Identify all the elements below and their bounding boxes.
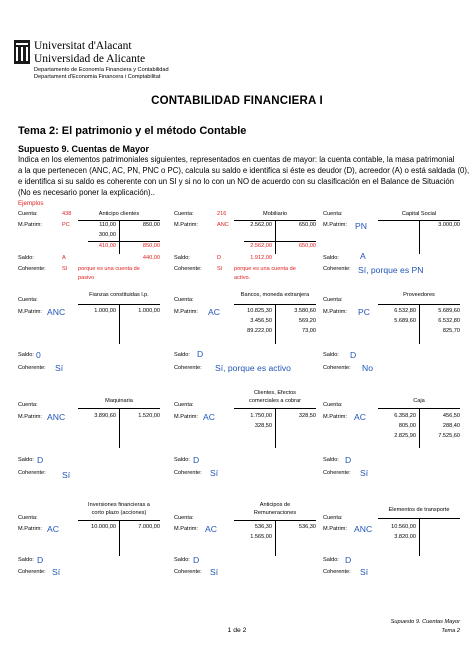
- saldo-label: Saldo:: [323, 352, 339, 358]
- coherente-note: porque es una cuenta de: [234, 266, 296, 272]
- mpatrim-value: ANC: [217, 222, 229, 228]
- credit-entry: 3.000,00: [438, 222, 460, 228]
- account-title: Proveedores: [403, 292, 435, 298]
- account-title: Mobiliario: [263, 211, 287, 217]
- mpatrim-label: M.Patrim:: [174, 309, 198, 315]
- coherente-label: Coherente:: [18, 569, 46, 575]
- coherente-note: porque es una cuenta de: [78, 266, 140, 272]
- account-title: comerciales a cobrar: [249, 398, 301, 404]
- coherente-note: activo.: [234, 275, 251, 281]
- coherente-value: Sí: [210, 468, 219, 478]
- saldo-amount: 1.912,00: [250, 255, 272, 261]
- credit-entry: 569,20: [298, 318, 316, 324]
- debit-entry: 1.000,00: [94, 308, 116, 314]
- credit-entry: 7.000,00: [138, 524, 160, 530]
- credit-entry: 650,00: [298, 222, 316, 228]
- coherente-label: Coherente:: [174, 365, 202, 371]
- credit-entry: 288,40: [442, 423, 460, 429]
- coherente-label: Coherente:: [323, 470, 351, 476]
- t-account-divider: [119, 220, 120, 254]
- university-logo-icon: [14, 40, 30, 64]
- mpatrim-label: M.Patrim:: [323, 309, 347, 315]
- account-title: Bancos, moneda extranjera: [240, 292, 310, 298]
- coherente-value: Sí: [210, 567, 219, 577]
- saldo-label: Saldo:: [18, 255, 34, 261]
- coherente-note: pasivo: [78, 275, 95, 281]
- instructions-line-3: e identifica si su saldo es coherente con un SI y si no lo con un NO de acuerdo con su clasificación en el Balance de Situación: [18, 177, 455, 186]
- mpatrim-value: AC: [205, 524, 217, 534]
- account-title: Anticipo clientes: [98, 211, 140, 217]
- mpatrim-label: M.Patrim:: [174, 222, 198, 228]
- account-title: Maquinaria: [105, 398, 133, 404]
- credit-total: 850,00: [142, 243, 160, 249]
- cuenta-value: 438: [62, 211, 72, 217]
- mpatrim-value: PC: [62, 222, 70, 228]
- coherente-label: Coherente:: [174, 266, 202, 272]
- credit-entry: 73,00: [302, 328, 316, 334]
- credit-entry: 5.689,60: [438, 308, 460, 314]
- account-title: Inversiones financieras a: [88, 502, 150, 508]
- coherente-label: Coherente:: [18, 365, 46, 371]
- document-title: CONTABILIDAD FINANCIERA I: [151, 95, 323, 107]
- page-number: 1 de 2: [227, 627, 247, 634]
- credit-entry: 850,00: [142, 222, 160, 228]
- section-title: Tema 2: El patrimonio y el método Contable: [18, 125, 247, 137]
- cuenta-label: Cuenta:: [18, 515, 38, 521]
- t-account-divider: [419, 220, 420, 254]
- coherente-value: SI: [62, 266, 68, 272]
- footer-topic: Tema 2: [441, 628, 460, 634]
- saldo-label: Saldo:: [18, 352, 34, 358]
- mpatrim-label: M.Patrim:: [323, 526, 347, 532]
- mpatrim-label: M.Patrim:: [18, 222, 42, 228]
- cuenta-label: Cuenta:: [174, 297, 194, 303]
- saldo-label: Saldo:: [174, 255, 190, 261]
- coherente-label: Coherente:: [174, 470, 202, 476]
- university-name-es: Universidad de Alicante: [34, 53, 146, 65]
- saldo-value: D: [197, 349, 204, 359]
- t-account-divider: [119, 304, 120, 344]
- saldo-value: D: [350, 350, 357, 360]
- coherente-value: Sí, porque es PN: [358, 265, 424, 275]
- mpatrim-label: M.Patrim:: [18, 309, 42, 315]
- department-es: Departamento de Economía Financiera y Contabilidad: [34, 67, 169, 73]
- saldo-value: D: [345, 455, 352, 465]
- mpatrim-label: M.Patrim:: [323, 222, 347, 228]
- coherente-value: Sí: [55, 363, 64, 373]
- saldo-value: A: [360, 251, 366, 261]
- t-account-divider: [419, 408, 420, 448]
- mpatrim-label: M.Patrim:: [174, 414, 198, 420]
- saldo-label: Saldo:: [323, 457, 339, 463]
- mpatrim-label: M.Patrim:: [323, 414, 347, 420]
- mpatrim-value: ANC: [47, 412, 66, 422]
- account-title: corto plazo (acciones): [91, 510, 147, 516]
- debit-entry: 805,00: [398, 423, 416, 429]
- coherente-value: Sí: [62, 470, 71, 480]
- coherente-value: Sí, porque es activo: [215, 363, 291, 373]
- department-va: Departament d'Economia Financera i Comptabilitat: [34, 74, 161, 80]
- mpatrim-value: PN: [355, 221, 367, 231]
- cuenta-label: Cuenta:: [323, 515, 343, 521]
- debit-entry: 3.890,60: [94, 413, 116, 419]
- coherente-label: Coherente:: [18, 266, 46, 272]
- credit-total: 650,00: [298, 243, 316, 249]
- cuenta-label: Cuenta:: [18, 402, 38, 408]
- t-account-divider: [119, 408, 120, 448]
- coherente-value: Sí: [360, 468, 369, 478]
- cuenta-label: Cuenta:: [18, 297, 38, 303]
- mpatrim-value: PC: [358, 307, 370, 317]
- coherente-label: Coherente:: [18, 470, 46, 476]
- mpatrim-value: ANC: [47, 307, 66, 317]
- credit-entry: 6.532,80: [438, 318, 460, 324]
- saldo-value: D: [193, 555, 200, 565]
- debit-entry: 6.532,80: [394, 308, 416, 314]
- saldo-value: D: [37, 555, 44, 565]
- debit-entry: 2.562,00: [250, 222, 272, 228]
- account-title: Caja: [413, 398, 425, 404]
- cuenta-label: Cuenta:: [323, 297, 343, 303]
- account-title: Remuneraciones: [253, 510, 297, 516]
- cuenta-label: Cuenta:: [174, 402, 194, 408]
- credit-entry: 1.000,00: [138, 308, 160, 314]
- saldo-label: Saldo:: [174, 352, 190, 358]
- debit-entry: 1.750,00: [250, 413, 272, 419]
- debit-entry: 89.222,00: [247, 328, 272, 334]
- exercise-title: Supuesto 9. Cuentas de Mayor: [18, 144, 150, 154]
- debit-total: 410,00: [98, 243, 116, 249]
- debit-entry: 300,00: [98, 232, 116, 238]
- instructions-line-1: Indica en los elementos patrimoniales siguientes, representados en cuentas de mayor: la cuenta contable, la masa patrimonial: [18, 155, 455, 164]
- t-account-divider: [275, 520, 276, 556]
- account-title: Clientes, Efectos: [254, 390, 296, 396]
- mpatrim-label: M.Patrim:: [174, 526, 198, 532]
- instructions-line-2: a la que pertenecen (ANC, AC, PN, PNC o PC), calcula su saldo e identifica si éste es deudor (D), acreedor (A) o está saldada (0),: [18, 166, 470, 175]
- coherente-label: Coherente:: [174, 569, 202, 575]
- credit-entry: 7.525,60: [438, 433, 460, 439]
- saldo-value: A: [62, 255, 66, 261]
- cuenta-label: Cuenta:: [174, 515, 194, 521]
- cuenta-value: 216: [217, 211, 227, 217]
- cuenta-label: Cuenta:: [323, 211, 343, 217]
- coherente-value: Sí: [360, 567, 369, 577]
- mpatrim-value: AC: [354, 412, 366, 422]
- saldo-label: Saldo:: [174, 557, 190, 563]
- mpatrim-label: M.Patrim:: [18, 414, 42, 420]
- total-line: [244, 241, 316, 242]
- coherente-value: No: [362, 363, 373, 373]
- t-account-divider: [275, 304, 276, 344]
- university-name-va: Universitat d'Alacant: [34, 40, 132, 52]
- debit-entry: 10.825,30: [247, 308, 272, 314]
- debit-entry: 6.358,20: [394, 413, 416, 419]
- saldo-value: 0: [36, 350, 41, 360]
- cuenta-label: Cuenta:: [323, 402, 343, 408]
- t-account-divider: [275, 220, 276, 254]
- debit-entry: 536,30: [254, 524, 272, 530]
- saldo-label: Saldo:: [323, 557, 339, 563]
- t-account-divider: [275, 408, 276, 448]
- examples-label: Ejemplos: [18, 200, 44, 207]
- debit-entry: 2.825,90: [394, 433, 416, 439]
- credit-entry: 536,30: [298, 524, 316, 530]
- mpatrim-value: AC: [208, 307, 220, 317]
- saldo-amount: 440,00: [142, 255, 160, 261]
- credit-entry: 1.520,00: [138, 413, 160, 419]
- saldo-value: D: [193, 455, 200, 465]
- debit-entry: 3.820,00: [394, 534, 416, 540]
- coherente-value: Sí: [52, 567, 61, 577]
- saldo-value: D: [217, 255, 222, 261]
- debit-entry: 3.456,50: [250, 318, 272, 324]
- credit-entry: 328,50: [298, 413, 316, 419]
- saldo-value: D: [37, 455, 44, 465]
- coherente-label: Coherente:: [323, 266, 351, 272]
- credit-entry: 825,70: [442, 328, 460, 334]
- debit-entry: 5.689,60: [394, 318, 416, 324]
- saldo-label: Saldo:: [18, 457, 34, 463]
- coherente-label: Coherente:: [323, 569, 351, 575]
- debit-entry: 1.565,00: [250, 534, 272, 540]
- saldo-label: Saldo:: [174, 457, 190, 463]
- cuenta-label: Cuenta:: [174, 211, 194, 217]
- credit-entry: 456,50: [442, 413, 460, 419]
- account-title: Elementos de transporte: [388, 507, 450, 513]
- instructions-line-4: (No es necesario poner la explicación)..: [18, 188, 155, 197]
- t-account-divider: [419, 304, 420, 344]
- mpatrim-value: AC: [203, 412, 215, 422]
- debit-entry: 110,00: [99, 222, 116, 228]
- coherente-value: Sí: [217, 266, 223, 272]
- saldo-label: Saldo:: [323, 255, 339, 261]
- credit-entry: 3.580,60: [294, 308, 316, 314]
- debit-entry: 10.560,00: [391, 524, 416, 530]
- mpatrim-label: M.Patrim:: [18, 526, 42, 532]
- t-account-divider: [419, 518, 420, 556]
- account-title: Fianzas constituidas l.p.: [89, 292, 149, 298]
- footer-exercise: Supuesto 9. Cuentas Mayor: [390, 619, 460, 625]
- mpatrim-value: AC: [47, 524, 59, 534]
- saldo-label: Saldo:: [18, 557, 34, 563]
- saldo-value: D: [345, 555, 352, 565]
- account-title: Capital Social: [401, 211, 437, 217]
- debit-entry: 328,50: [254, 423, 272, 429]
- total-line: [88, 241, 160, 242]
- debit-entry: 10.000,00: [91, 524, 116, 530]
- account-title: Anticipos de: [259, 502, 291, 508]
- t-account-divider: [119, 520, 120, 556]
- cuenta-label: Cuenta:: [18, 211, 38, 217]
- coherente-label: Coherente:: [323, 365, 351, 371]
- debit-total: 2.562,00: [250, 243, 272, 249]
- mpatrim-value: ANC: [354, 524, 373, 534]
